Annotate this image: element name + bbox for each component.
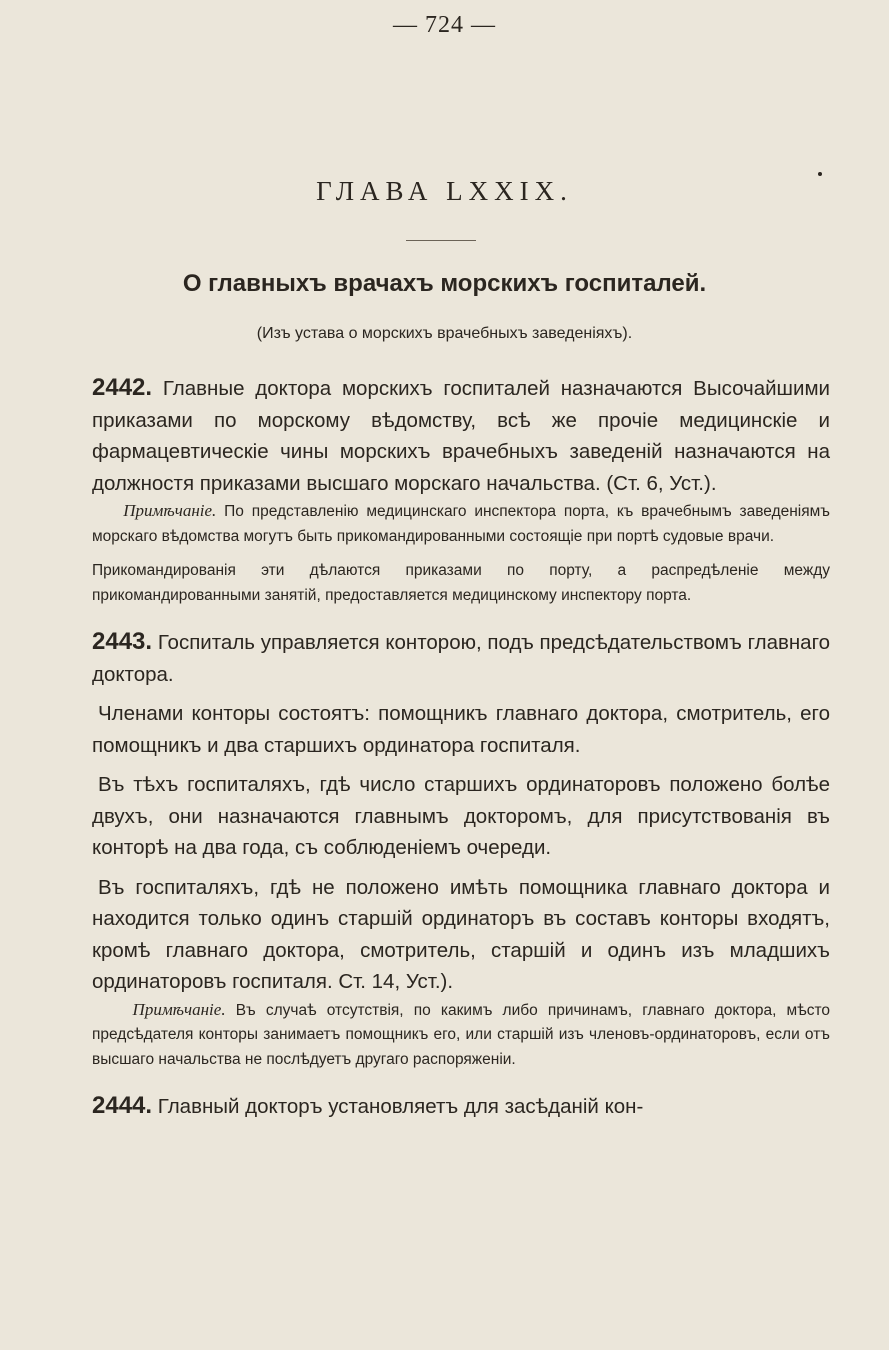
article-number: 2443. (92, 628, 153, 655)
article-note (92, 499, 830, 549)
page-number: — 724 — (393, 12, 496, 38)
article-text: Въ госпиталяхъ, гдѣ не положено имѣть помощника главнаго доктора и находится только одинъ старшій ординаторъ въ составъ конторы входятъ, кромѣ главнаго доктора, смотритель, старшій и одинъ изъ младшихъ ординаторовъ госпиталя. Ст. 14, Уст.). (92, 875, 830, 993)
article-paragraph (92, 872, 830, 998)
article-text: Главный докторъ установляетъ для засѣданій кон- (157, 1095, 644, 1118)
note-label: Примѣчаніе. (132, 999, 226, 1019)
document-body (92, 372, 830, 1123)
article-note-continued (92, 559, 830, 608)
article-2443 (92, 626, 830, 1072)
article-2442 (92, 372, 830, 608)
article-text: Въ тѣхъ госпиталяхъ, гдѣ число старшихъ ординаторовъ положено болѣе двухъ, они назначаются главнымъ докторомъ, для присутствованія въ конторѣ на два года, съ соблюденіемъ очереди. (92, 773, 830, 859)
article-paragraph (92, 372, 830, 499)
note-text: Прикомандированія эти дѣлаются приказами по порту, а распредѣленіе между прикомандированными занятій, предоставляется медицинскому инспектору порта. (92, 562, 830, 604)
article-paragraph (92, 769, 830, 864)
article-2444 (92, 1090, 830, 1123)
article-paragraph (92, 698, 830, 761)
title-divider (406, 240, 476, 241)
article-paragraph (92, 1090, 830, 1123)
chapter-source: (Изъ устава о морскихъ врачебныхъ заведеніяхъ). (256, 325, 633, 342)
note-label: Примѣчаніе. (123, 501, 217, 520)
article-paragraph (92, 626, 830, 690)
chapter-subtitle: О главныхъ врачахъ морскихъ госпиталей. (182, 270, 707, 297)
article-text: Главные доктора морскихъ госпиталей назначаются Высочайшими приказами по морскому вѣдомству, всѣ же прочіе медицинскіе и фармацевтическіе чины морскихъ врачебныхъ заведеній назначаются на должностя приказами высшаго морскаго начальства. (Ст. 6, Уст.). (92, 377, 830, 495)
article-note (92, 998, 830, 1073)
article-number: 2442. (92, 374, 153, 401)
note-text: По представленію медицинскаго инспектора порта, къ врачебнымъ заведеніямъ морскаго вѣдомства могутъ быть прикомандированными состоящіе при портѣ судовые врачи. (92, 503, 830, 545)
chapter-title: ГЛАВА LXXIX. (316, 176, 573, 206)
article-number: 2444. (92, 1092, 153, 1119)
article-text: Членами конторы состоятъ: помощникъ главнаго доктора, смотритель, его помощникъ и два старшихъ ординатора госпиталя. (92, 702, 830, 757)
article-text: Госпиталь управляется конторою, подъ предсѣдательствомъ главнаго доктора. (92, 631, 831, 686)
note-text: Въ случаѣ отсутствія, по какимъ либо причинамъ, главнаго доктора, мѣсто предсѣдателя конторы занимаетъ помощникъ его, или старшій изъ членовъ-ординаторовъ, если отъ высшаго начальства не послѣдуетъ другаго распоряженіи. (92, 1001, 831, 1068)
